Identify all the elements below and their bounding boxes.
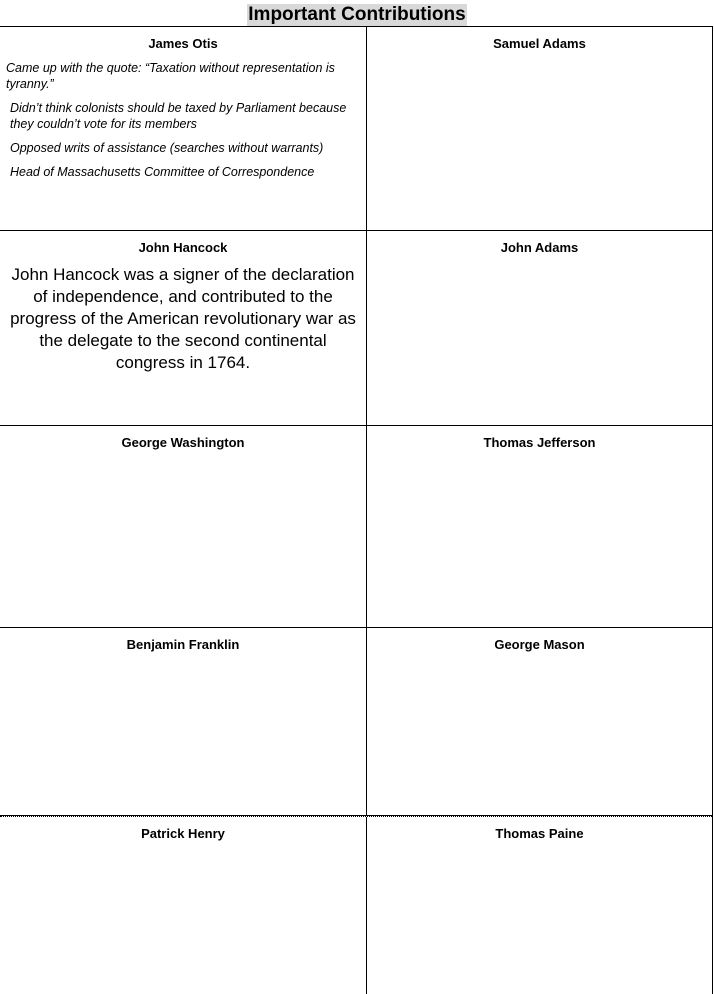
cell-samuel-adams[interactable] [367,27,712,230]
cell-james-otis[interactable] [0,27,367,230]
cell-heading: Patrick Henry [141,826,225,841]
cell-heading: Thomas Jefferson [483,435,596,450]
title-container [0,4,714,26]
cell-thomas-paine[interactable] [367,817,712,994]
cell-patrick-henry[interactable] [0,817,367,994]
cell-paragraph: John Hancock was a signer of the declaration of independence, and contributed to the progress of the American revolutionary war as the delegate to the second continental congress in 1764. [10,265,356,372]
cell-heading: John Hancock [138,240,228,255]
cell-benjamin-franklin[interactable] [0,628,367,815]
cell-thomas-jefferson[interactable] [367,426,712,627]
notes-list [6,60,360,180]
cell-george-washington[interactable] [0,426,367,627]
note-item: Didn’t think colonists should be taxed by Parliament because they couldn’t vote for its members [10,101,347,131]
table-row [0,27,712,231]
table-row [0,231,712,426]
cell-heading: Benjamin Franklin [126,637,240,652]
table-row [0,628,712,816]
table-row [0,426,712,628]
cell-heading: James Otis [148,36,218,51]
cell-george-mason[interactable] [367,628,712,815]
cell-heading: John Adams [500,240,579,255]
contributions-table [0,26,713,994]
page-title: Important Contributions [248,4,466,25]
cell-john-hancock[interactable] [0,231,367,425]
note-item: Came up with the quote: “Taxation without representation is tyranny.” [6,61,335,91]
table-row [0,816,712,994]
cell-john-adams[interactable] [367,231,712,425]
note-item: Opposed writs of assistance (searches without warrants) [10,141,324,155]
note-item: Head of Massachusetts Committee of Correspondence [10,165,315,179]
cell-heading: Thomas Paine [495,826,584,841]
cell-heading: Samuel Adams [493,36,586,51]
cell-heading: George Mason [494,637,585,652]
cell-heading: George Washington [121,435,245,450]
